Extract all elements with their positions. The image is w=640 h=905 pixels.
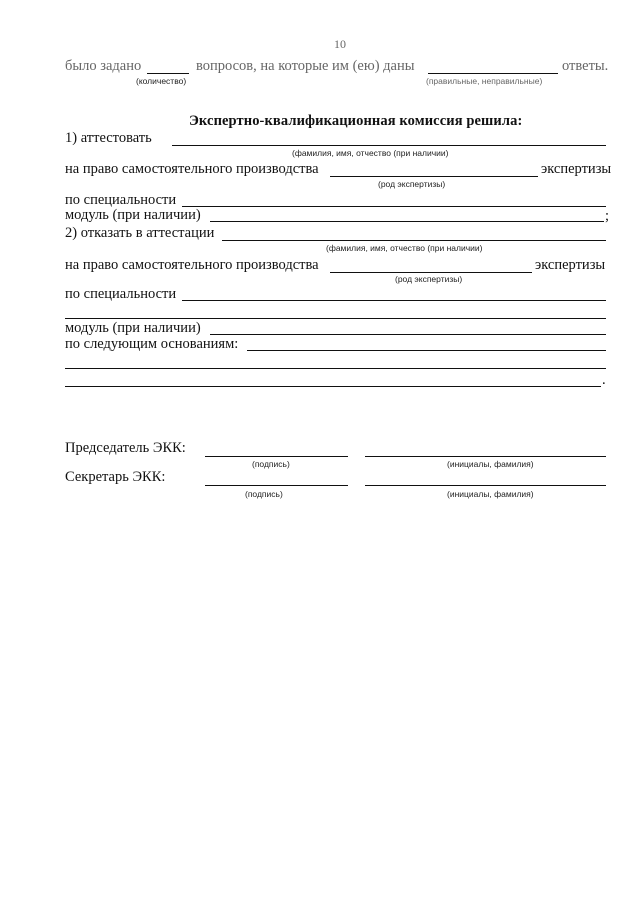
top-text-middle: вопросов, на которые им (ею) даны (196, 58, 415, 74)
note-kind-2: (род экспертизы) (395, 274, 463, 284)
note-fio-1: (фамилия, имя, отчество (при наличии) (292, 148, 449, 158)
grounds-field-line-2[interactable] (65, 368, 606, 369)
secretary-label: Секретарь ЭКК: (65, 469, 166, 485)
answers-field[interactable] (428, 73, 558, 74)
secretary-signature-field[interactable] (205, 485, 348, 486)
secretary-sign-note: (подпись) (245, 489, 283, 499)
module-label-1: модуль (при наличии) (65, 207, 201, 223)
note-fio-2: (фамилия, имя, отчество (при наличии) (326, 243, 483, 253)
chair-label: Председатель ЭКК: (65, 440, 186, 456)
refuse-label: 2) отказать в аттестации (65, 225, 215, 241)
top-text-before: было задано (65, 58, 142, 74)
expertise-kind-field-1[interactable] (330, 176, 538, 177)
grounds-end-period: . (602, 372, 606, 388)
refuse-fio-field[interactable] (222, 240, 606, 241)
right-label-1: на право самостоятельного производства (65, 161, 319, 177)
page-number: 10 (334, 37, 346, 51)
decision-heading: Экспертно-квалификационная комиссия решила: (189, 113, 523, 129)
specialty-field-1[interactable] (182, 206, 606, 207)
grounds-field[interactable] (247, 350, 606, 351)
module-field-2[interactable] (210, 334, 606, 335)
module-label-2: модуль (при наличии) (65, 320, 201, 336)
note-answers: (правильные, неправильные) (426, 76, 543, 86)
quantity-field[interactable] (147, 73, 189, 74)
grounds-field-line-3[interactable] (65, 386, 601, 387)
specialty-label-1: по специальности (65, 192, 177, 208)
secretary-name-field[interactable] (365, 485, 606, 486)
specialty-field-2-continuation[interactable] (65, 318, 606, 319)
right-suffix-1: экспертизы (541, 161, 612, 177)
chair-name-note: (инициалы, фамилия) (447, 459, 534, 469)
chair-sign-note: (подпись) (252, 459, 290, 469)
note-quantity: (количество) (136, 76, 187, 86)
chair-name-field[interactable] (365, 456, 606, 457)
specialty-field-2[interactable] (182, 300, 606, 301)
attest-fio-field[interactable] (172, 145, 606, 146)
chair-signature-field[interactable] (205, 456, 348, 457)
secretary-name-note: (инициалы, фамилия) (447, 489, 534, 499)
module-end-1: ; (605, 208, 610, 224)
attest-label: 1) аттестовать (65, 130, 152, 146)
specialty-label-2: по специальности (65, 286, 177, 302)
top-text-after: ответы. (562, 58, 609, 74)
grounds-label: по следующим основаниям: (65, 336, 239, 352)
note-kind-1: (род экспертизы) (378, 179, 446, 189)
module-field-1[interactable] (210, 221, 604, 222)
expertise-kind-field-2[interactable] (330, 272, 532, 273)
right-suffix-2: экспертизы (535, 257, 606, 273)
right-label-2: на право самостоятельного производства (65, 257, 319, 273)
